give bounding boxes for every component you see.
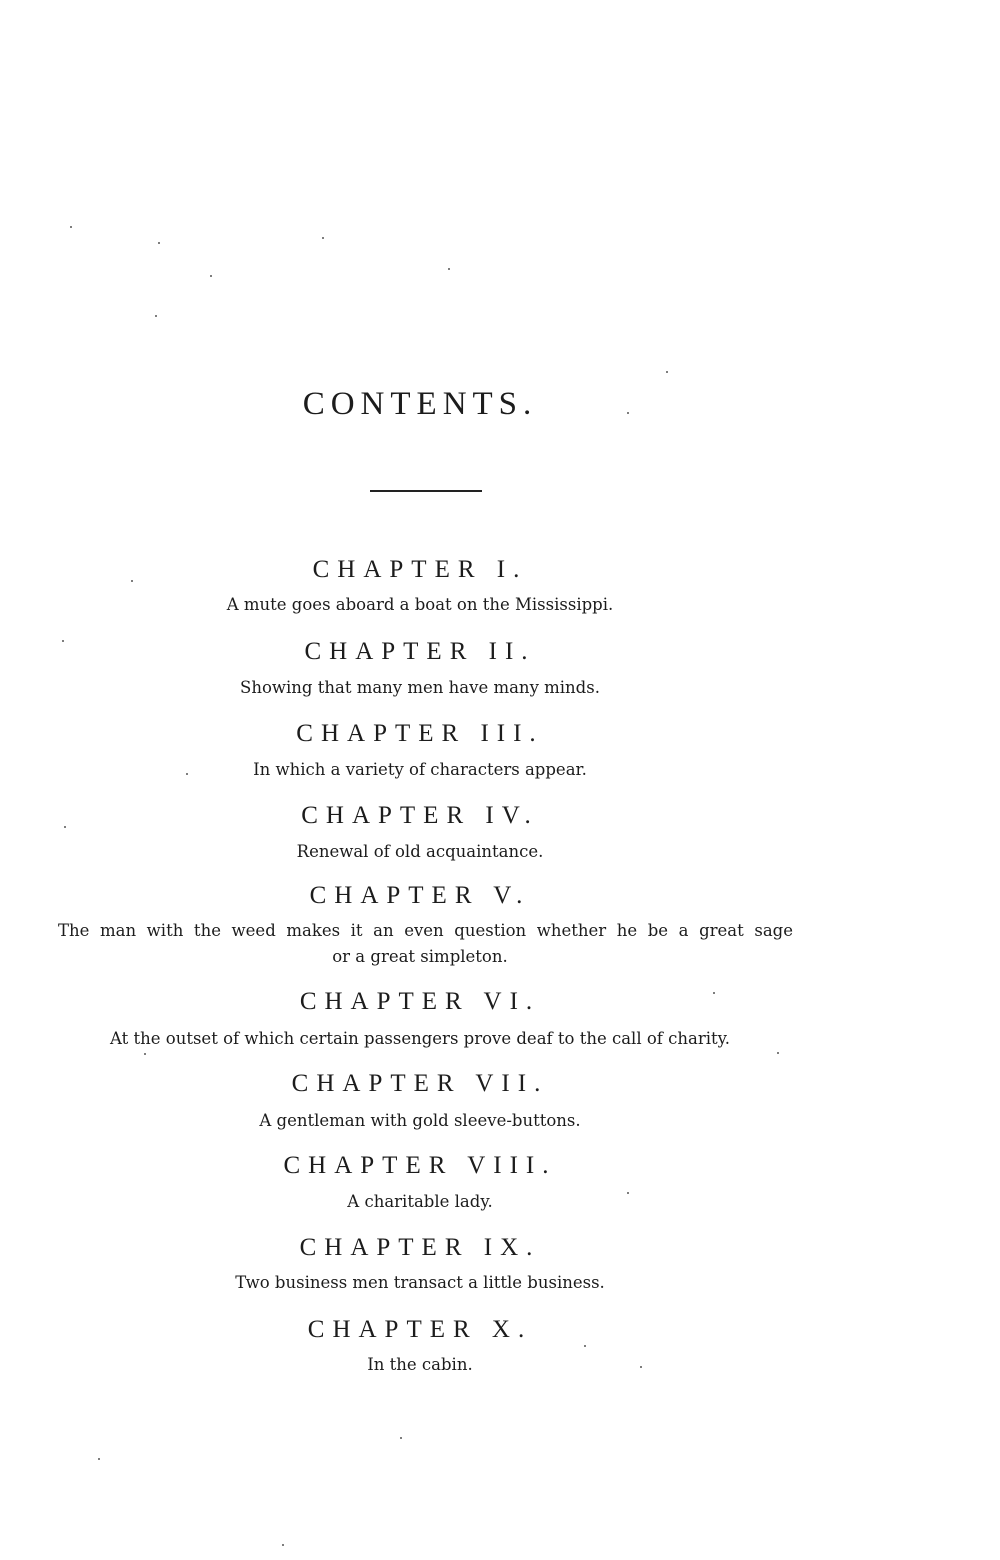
scan-speck (64, 826, 66, 828)
scan-speck (158, 242, 160, 244)
scan-speck (627, 1192, 629, 1194)
chapter-heading-1: CHAPTER I. (312, 556, 528, 583)
scan-speck (584, 1345, 586, 1347)
scan-speck (155, 315, 157, 317)
scan-speck (322, 237, 324, 239)
chapter-description-10: In the cabin. (367, 1355, 473, 1374)
chapter-heading-3: CHAPTER III. (296, 720, 544, 747)
chapter-description-4: Renewal of old acquaintance. (296, 842, 544, 861)
scan-speck (62, 640, 64, 642)
chapter-heading-7: CHAPTER VII. (291, 1070, 549, 1097)
title-rule (370, 490, 482, 492)
scan-speck (627, 412, 629, 414)
chapter-heading-4: CHAPTER IV. (301, 802, 539, 829)
scan-speck (448, 268, 450, 270)
scan-speck (144, 1053, 146, 1055)
scan-speck (713, 992, 715, 994)
chapter-description-8: A charitable lady. (347, 1192, 493, 1211)
chapter-heading-2: CHAPTER II. (304, 638, 536, 665)
scan-speck (282, 1544, 284, 1546)
chapter-heading-9: CHAPTER IX. (299, 1234, 541, 1261)
chapter-heading-10: CHAPTER X. (307, 1316, 533, 1343)
scan-speck (777, 1052, 779, 1054)
scan-speck (186, 773, 188, 775)
scan-speck (70, 226, 72, 228)
scan-speck (210, 275, 212, 277)
chapter-description-2: Showing that many men have many minds. (240, 678, 600, 697)
chapter-heading-5: CHAPTER V. (309, 882, 531, 909)
chapter-description-3: In which a variety of characters appear. (253, 760, 587, 779)
scan-speck (640, 1366, 642, 1368)
scan-speck (98, 1458, 100, 1460)
chapter-heading-8: CHAPTER VIII. (283, 1152, 557, 1179)
chapter-heading-6: CHAPTER VI. (299, 988, 541, 1015)
chapter-description-1: A mute goes aboard a boat on the Mississippi. (226, 595, 614, 614)
chapter-description-6: At the outset of which certain passengers prove deaf to the call of charity. (110, 1029, 730, 1048)
chapter-description-5-continued: or a great simpleton. (332, 947, 508, 966)
scan-speck (666, 371, 668, 373)
chapter-description-5: The man with the weed makes it an even question whether he be a great sage (58, 921, 793, 940)
page-title: CONTENTS. (302, 386, 538, 422)
scan-speck (400, 1437, 402, 1439)
chapter-description-7: A gentleman with gold sleeve-buttons. (259, 1111, 581, 1130)
chapter-description-9: Two business men transact a little business. (235, 1273, 605, 1292)
scan-speck (131, 580, 133, 582)
